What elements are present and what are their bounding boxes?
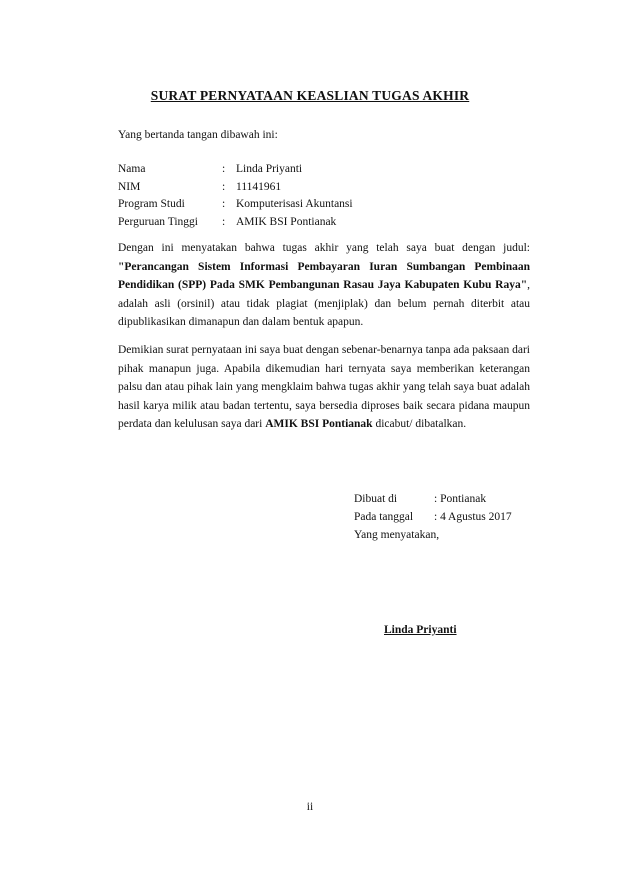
identity-fields <box>118 161 353 231</box>
signer-name: Linda Priyanti <box>384 624 457 636</box>
intro-text: Yang bertanda tangan dibawah ini: <box>118 129 278 141</box>
declaration-tail: dicabut/ dibatalkan. <box>372 418 467 431</box>
thesis-title: "Perancangan Sistem Informasi Pembayaran Iuran Sumbangan Pembinaan Pendidikan (SPP) Pada SMK Pembangunan Rasau Jaya Kabupaten Kubu Raya" <box>118 260 530 292</box>
field-colon: : <box>222 215 226 228</box>
field-label: Nama <box>118 163 146 175</box>
sign-date-value: : 4 Agustus 2017 <box>434 511 512 523</box>
field-label: Program Studi <box>118 198 185 210</box>
institution-name: AMIK BSI Pontianak <box>265 418 373 431</box>
declaration-text: Demikian surat pernyataan ini saya buat dengan sebenar-benarnya tanpa ada paksaan dari pihak manapun juga. Apabila dikemudian hari ternyata saya memberikan keterangan palsu dan atau pihak lain yang mengklaim bahwa tugas akhir yang telah saya buat adalah hasil karya milik atau badan tertentu, saya bersedia diproses baik secara pidana maupun perdata dan kelulusan saya dari <box>118 344 530 431</box>
sign-date-label: Pada tanggal <box>354 511 414 523</box>
sign-closing: Yang menyatakan, <box>354 529 440 541</box>
field-value: Komputerisasi Akuntansi <box>236 198 353 210</box>
sign-place-label: Dibuat di <box>354 493 398 505</box>
declaration-paragraph <box>118 341 530 434</box>
statement-lead: Dengan ini menyatakan bahwa tugas akhir yang telah saya buat dengan judul: <box>118 242 530 254</box>
field-colon: : <box>222 163 226 175</box>
field-value: AMIK BSI Pontianak <box>236 215 337 228</box>
sign-place-row <box>354 490 512 508</box>
page-number: ii <box>306 801 314 813</box>
field-value: Linda Priyanti <box>236 163 303 175</box>
field-value: 11141961 <box>236 180 282 193</box>
statement-tail: , adalah asli (orsinil) atau tidak plagiat (menjiplak) dan belum pernah diterbit atau dipublikasikan dimanapun dan dalam bentuk apapun. <box>118 279 530 329</box>
statement-paragraph <box>118 239 530 332</box>
field-colon: : <box>222 198 226 210</box>
field-row-nama <box>118 161 353 179</box>
field-label: NIM <box>118 180 141 193</box>
field-row-perguruan-tinggi <box>118 214 353 232</box>
sign-date-row <box>354 508 512 526</box>
page-title: SURAT PERNYATAAN KEASLIAN TUGAS AKHIR <box>150 88 470 103</box>
signature-block <box>354 490 512 544</box>
sign-place-value: : Pontianak <box>434 493 487 505</box>
field-colon: : <box>222 180 226 193</box>
field-row-program-studi <box>118 196 353 214</box>
field-label: Perguruan Tinggi <box>118 215 198 228</box>
field-row-nim <box>118 179 353 197</box>
